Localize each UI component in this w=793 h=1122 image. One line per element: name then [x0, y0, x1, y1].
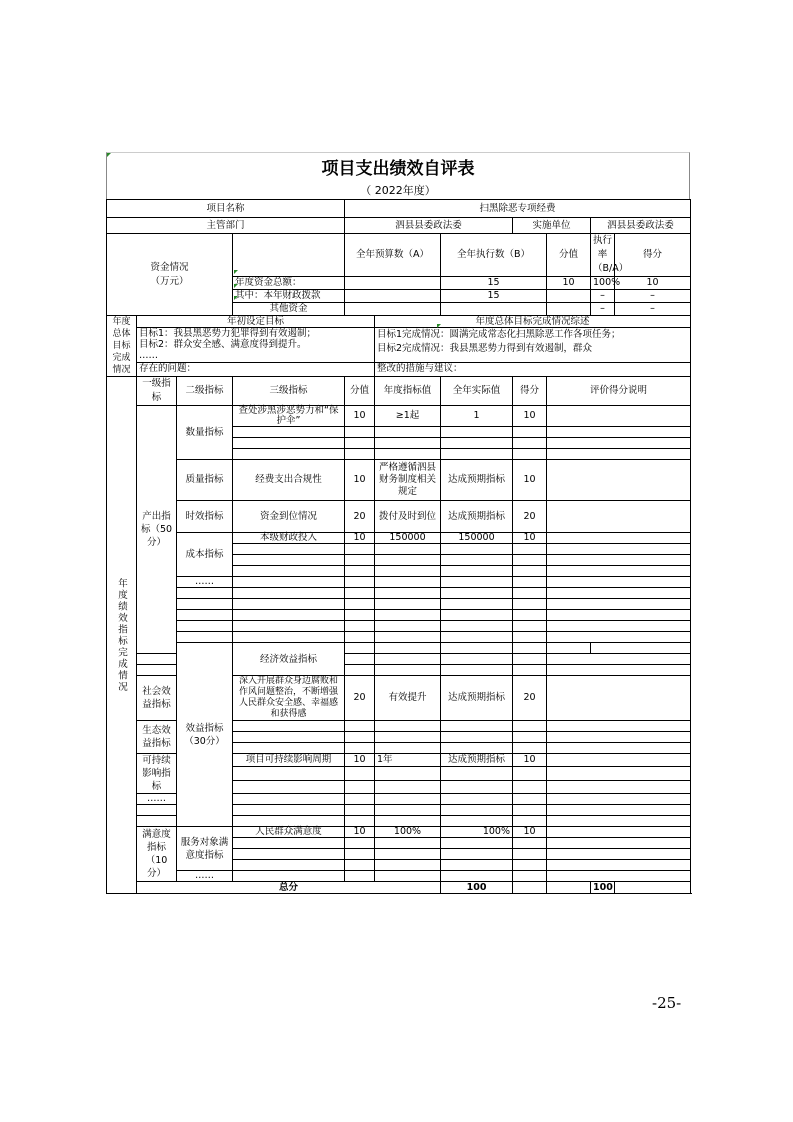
header-target: 年度指标值	[375, 377, 441, 406]
timeliness-label: 时效指标	[177, 501, 233, 533]
project-name-label: 项目名称	[107, 200, 345, 218]
benefit-label: 效益指标（30分）	[177, 643, 233, 827]
funds-row-name: 年度资金总额：	[233, 277, 345, 290]
social-item: 深入开展群众身边腐败和作风问题整治，不断增强人民群众安全感、幸福感和获得感	[233, 676, 345, 721]
output-label: 产出指标（50分）	[137, 406, 177, 654]
funds-label: 资金情况 （万元）	[107, 234, 233, 316]
advice-label: 整改的措施与建议：	[375, 362, 691, 376]
total-got: 100	[591, 882, 615, 894]
goals-side-label: 年度总体目标完成情况	[107, 316, 137, 377]
done-goal-header: 年度总体目标完成情况综述	[375, 316, 691, 328]
cost-label: 成本指标	[177, 533, 233, 577]
indicators-side-label: 年度绩效指标完成情况	[107, 377, 137, 894]
year-label: （ 2022年度）	[106, 183, 690, 199]
quality-label: 质量指标	[177, 460, 233, 501]
project-name: 扫黑除恶专项经费	[345, 200, 691, 218]
funds-row-name: 其他资金	[233, 303, 345, 316]
benefit-ellipsis: ……	[137, 794, 177, 805]
impl-value: 泗县县委政法委	[591, 218, 691, 234]
header-got: 得分	[513, 377, 547, 406]
dept-label: 主管部门	[107, 218, 345, 234]
quality-item: 经费支出合规性	[233, 460, 345, 501]
col-rate: 执行率（B/A）	[591, 234, 615, 277]
col-exec: 全年执行数（B）	[441, 234, 547, 277]
social-label: 社会效益指标	[137, 676, 177, 721]
sustain-item: 项目可持续影响周期	[233, 754, 345, 767]
dept-value: 泗县县委政法委	[345, 218, 513, 234]
service-item: 人民群众满意度	[233, 827, 345, 838]
sustain-label: 可持续影响指标	[137, 754, 177, 794]
cell-marker-icon	[107, 153, 111, 157]
header-actual: 全年实际值	[441, 377, 513, 406]
evaluation-table: 项目名称 扫黑除恶专项经费 主管部门 泗县县委政法委 实施单位 泗县县委政法委 资金情况 （万元） 全年预算数（A） 全年执行数（B） 分值 执行率（B/A） 得分 年度资金总额： 15 10 100% 10 其中：本年财政拨款 15 – – 其他资金 – – 年度总体目标完成情况 年初设定目标 年度总体目标完成情况综述 目标1：我县黑恶势力犯罪得到有效遏制； 目标2：群众安全感、满意度得到提升。 …… 目标1完成情况：圆满完成常态化扫黑除恶工作各项任务； 目标2完成情况：我县黑恶势力得到有效遏制，群众 存在的问题： 整改的措施与建议： 年度绩效指标完成情况 一级指标 二级指标 三级指标 分值 年度指标值 全年实际值 得分 评价得分说明 产出指标（50分） 数量指标 查处涉黑涉恶势力和“保护伞” 10 ≥1起 1 10 质量指标 经费支出合规性 10 严格遵循泗县财务制度相关规定 达成预期指标 10 时效指标 资金到位情况 20 拨付及时到位 达成预期指标 20 成本指标 本级财政投入 10 150000 150000 10 …… 效益指标（30分） 经济效益指标 社会效益指标 深入开展群众身边腐败和作风问题整治，不断增强人民群众安全感、幸福感和获得感 20 有效提升 达成预期指标 20 生态效益指标 可持续影响指标 项目可持续影响周期 10 1年 达成预期指标 10 …… 满意度指标（10分） 服务对象满意度指标 人民群众满意度 10 100% 100% 10 …… 总分 100 100	[106, 199, 691, 894]
header-score: 分值	[345, 377, 375, 406]
quantity-label: 数量指标	[177, 406, 233, 460]
header-level3: 三级指标	[233, 377, 345, 406]
page-title: 项目支出绩效自评表	[106, 152, 690, 183]
service-label: 服务对象满意度指标	[177, 827, 233, 871]
timeliness-item: 资金到位情况	[233, 501, 345, 533]
page-number: -25-	[652, 994, 682, 1012]
col-budget: 全年预算数（A）	[345, 234, 441, 277]
ecological-label: 生态效益指标	[137, 721, 177, 754]
header-comment: 评价得分说明	[547, 377, 691, 406]
evaluation-sheet	[106, 152, 690, 894]
cell-marker-icon	[234, 284, 238, 288]
header-level2: 二级指标	[177, 377, 233, 406]
total-label: 总分	[137, 882, 441, 894]
initial-goal-text: 目标1：我县黑恶势力犯罪得到有效遏制； 目标2：群众安全感、满意度得到提升。 ……	[137, 328, 375, 363]
impl-label: 实施单位	[513, 218, 591, 234]
cost-item: 本级财政投入	[233, 533, 345, 544]
cell-marker-icon	[234, 270, 238, 274]
satisfy-label: 满意度指标（10分）	[137, 827, 177, 882]
quantity-item: 查处涉黑涉恶势力和“保护伞”	[233, 406, 345, 427]
satisfy-ellipsis: ……	[177, 871, 233, 882]
col-got: 得分	[615, 234, 691, 277]
output-ellipsis: ……	[177, 577, 233, 588]
header-level1: 一级指标	[137, 377, 177, 406]
funds-row-name: 其中：本年财政拨款	[233, 290, 345, 303]
problem-label: 存在的问题：	[137, 362, 375, 376]
done-goal-text: 目标1完成情况：圆满完成常态化扫黑除恶工作各项任务； 目标2完成情况：我县黑恶势力得到有效遏制，群众	[375, 328, 691, 363]
total-score: 100	[441, 882, 513, 894]
economic-label: 经济效益指标	[233, 643, 345, 676]
cell-marker-icon	[234, 296, 238, 300]
cell-marker-icon	[437, 324, 441, 328]
initial-goal-header: 年初设定目标	[137, 316, 375, 328]
col-score: 分值	[547, 234, 591, 277]
